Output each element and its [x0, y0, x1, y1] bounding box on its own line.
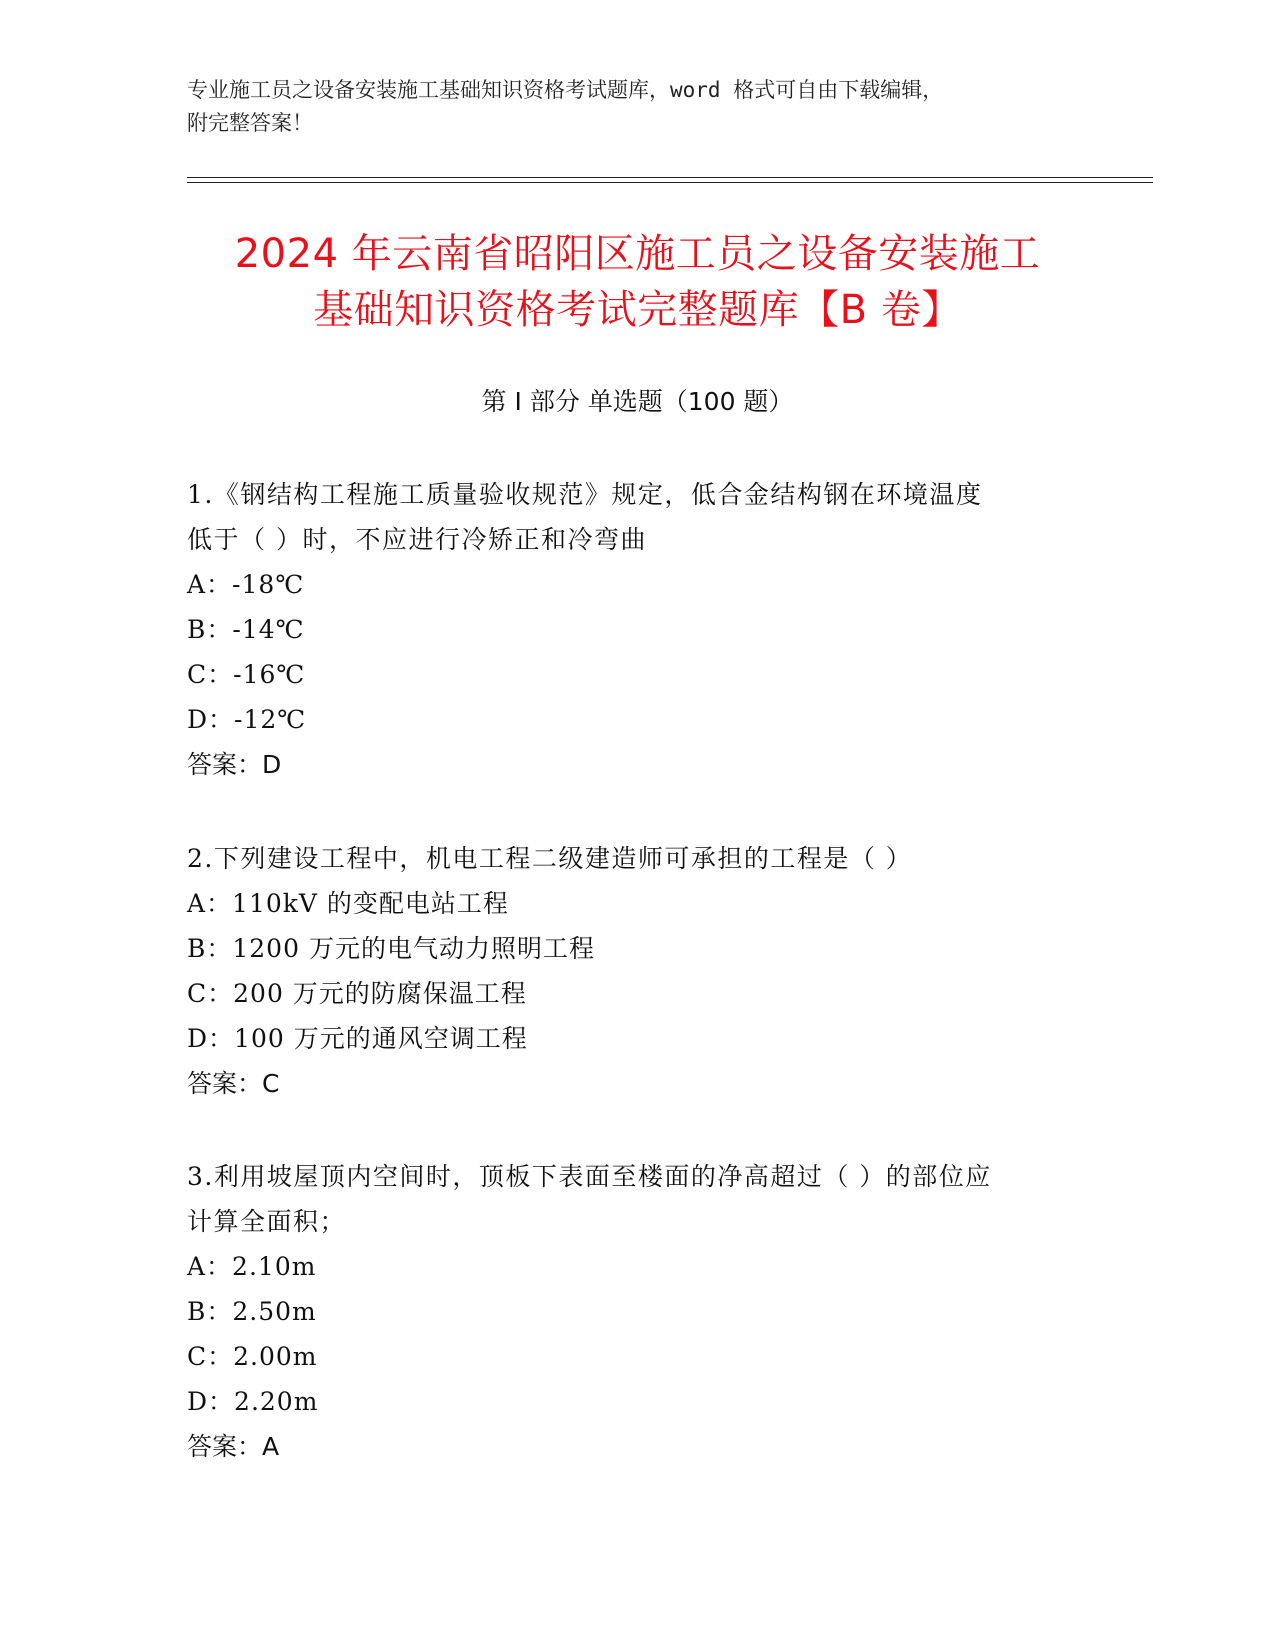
question-stem-line1: 3.利用坡屋顶内空间时，顶板下表面至楼面的净高超过（ ）的部位应: [187, 1162, 992, 1191]
header-note-line2: 附完整答案！: [187, 111, 313, 135]
answer: 答案：D: [187, 750, 282, 779]
option-c: C：-16℃: [187, 660, 306, 689]
question-stem-line2: 计算全面积；: [187, 1207, 347, 1236]
question-1: [187, 472, 1087, 787]
document-title-line2: 基础知识资格考试完整题库【B 卷】: [313, 287, 962, 333]
option-c: C：2.00m: [187, 1342, 318, 1371]
header-divider-top: [187, 177, 1153, 178]
option-c: C：200 万元的防腐保温工程: [187, 979, 527, 1008]
document-title-line1: 2024 年云南省昭阳区施工员之设备安装施工: [234, 231, 1041, 277]
answer: 答案：C: [187, 1069, 280, 1098]
option-a: A：2.10m: [187, 1252, 317, 1281]
option-a: A：-18℃: [187, 570, 305, 599]
header-note-line1: 专业施工员之设备安装施工基础知识资格考试题库，word 格式可自由下载编辑，: [187, 78, 944, 102]
header-divider-bottom: [187, 182, 1153, 183]
question-3: [187, 1154, 1087, 1469]
option-b: B：2.50m: [187, 1297, 317, 1326]
option-b: B：1200 万元的电气动力照明工程: [187, 934, 595, 963]
answer: 答案：A: [187, 1432, 280, 1461]
option-d: D：-12℃: [187, 705, 307, 734]
option-d: D：100 万元的通风空调工程: [187, 1024, 528, 1053]
question-2: [187, 836, 1087, 1106]
question-stem-line2: 低于（ ）时，不应进行冷矫正和冷弯曲: [187, 525, 647, 554]
question-stem-line1: 1.《钢结构工程施工质量验收规范》规定，低合金结构钢在环境温度: [187, 480, 983, 509]
option-a: A：110kV 的变配电站工程: [187, 889, 509, 918]
document-title: [150, 226, 1125, 338]
option-b: B：-14℃: [187, 615, 305, 644]
question-stem-line1: 2.下列建设工程中，机电工程二级建造师可承担的工程是（ ）: [187, 844, 913, 873]
option-d: D：2.20m: [187, 1387, 319, 1416]
section-heading: 第 I 部分 单选题（100 题）: [481, 387, 794, 416]
header-note: [187, 74, 1067, 140]
